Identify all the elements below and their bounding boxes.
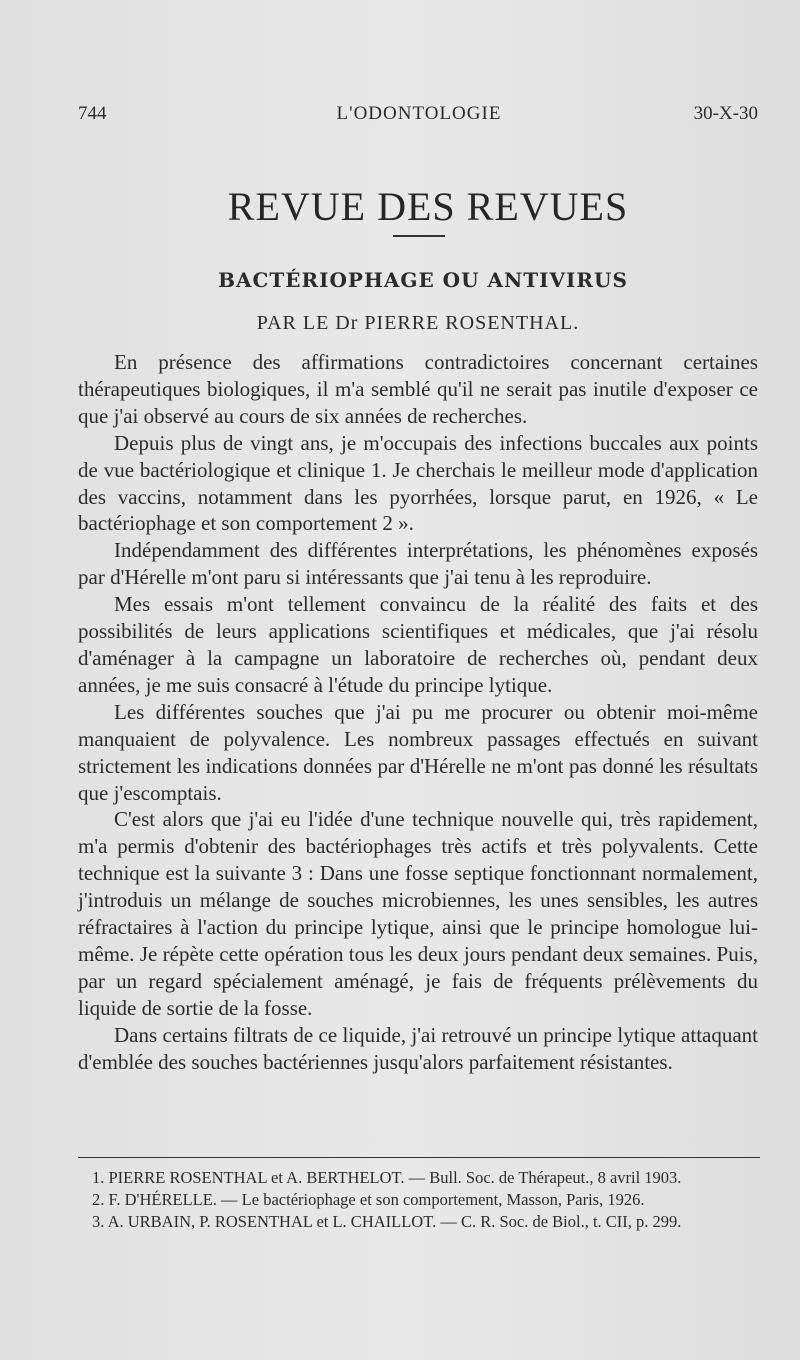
section-title: REVUE DES REVUES [227,184,629,229]
article-body [78,349,758,1075]
footnotes [78,1167,760,1233]
running-header [78,103,760,131]
footnote: 1. PIERRE ROSENTHAL et A. BERTHELOT. — Bull. Soc. de Thérapeut., 8 avril 1903. [92,1168,682,1187]
paragraph: Mes essais m'ont tellement convaincu de la réalité des faits et des possibilités de leurs applications scientifiques et médicales, que j'ai résolu d'aménager à la campagne un laboratoire de recherches où, pendant deux années, je me suis consacré à l'étude du principe lytique. [78,592,758,697]
issue-date: 30-X-30 [693,103,758,124]
paragraph: C'est alors que j'ai eu l'idée d'une technique nouvelle qui, très rapidement, m'a permis d'obtenir des bactériophages très actifs et très polyvalents. Cette technique est la suivante 3 : Dans une fosse septique fonctionnant normalement, j'introduis un mélange de souches microbiennes, les unes sensibles, les autres réfractaires à l'action du principe lytique, ainsi que le principe homologue lui-même. Je répète cette opération tous les deux jours pendant deux semaines. Puis, par un regard spécialement aménagé, je fais de fréquents prélèvements du liquide de sortie de la fosse. [78,807,758,1020]
article-title: BACTÉRIOPHAGE OU ANTIVIRUS [218,268,628,292]
title-divider [393,235,445,237]
footnote-divider [78,1157,760,1158]
paragraph: Dans certains filtrats de ce liquide, j'ai retrouvé un principe lytique attaquant d'emblée des souches bactériennes jusqu'alors parfaitement résistantes. [78,1022,758,1074]
paragraph: Les différentes souches que j'ai pu me procurer ou obtenir moi-même manquaient de polyvalence. Les nombreux passages effectués en suivant strictement les indications données par d'Hérelle ne m'ont pas donné les résultats que j'escomptais. [78,699,758,805]
page-number: 744 [78,103,107,124]
paragraph: Depuis plus de vingt ans, je m'occupais des infections buccales aux points de vue bactériologique et clinique 1. Je cherchais le meilleur mode d'application des vaccins, notamment dans les pyorrhées, lorsque parut, en 1926, « Le bactériophage et son comportement 2 ». [78,430,758,536]
paragraph: En présence des affirmations contradictoires concernant certaines thérapeutiques biologiques, il m'a semblé qu'il ne serait pas inutile d'exposer ce que j'ai observé au cours de six années de recherches. [78,350,758,428]
journal-title: L'ODONTOLOGIE [336,103,502,124]
footnote: 2. F. D'HÉRELLE. — Le bactériophage et son comportement, Masson, Paris, 1926. [92,1190,645,1209]
article-byline: PAR LE Dr PIERRE ROSENTHAL. [256,312,580,334]
footnote: 3. A. URBAIN, P. ROSENTHAL et L. CHAILLOT. — C. R. Soc. de Biol., t. CII, p. 299. [92,1212,682,1231]
paragraph: Indépendamment des différentes interprétations, les phénomènes exposés par d'Hérelle m'ont paru si intéressants que j'ai tenu à les reproduire. [78,538,758,590]
